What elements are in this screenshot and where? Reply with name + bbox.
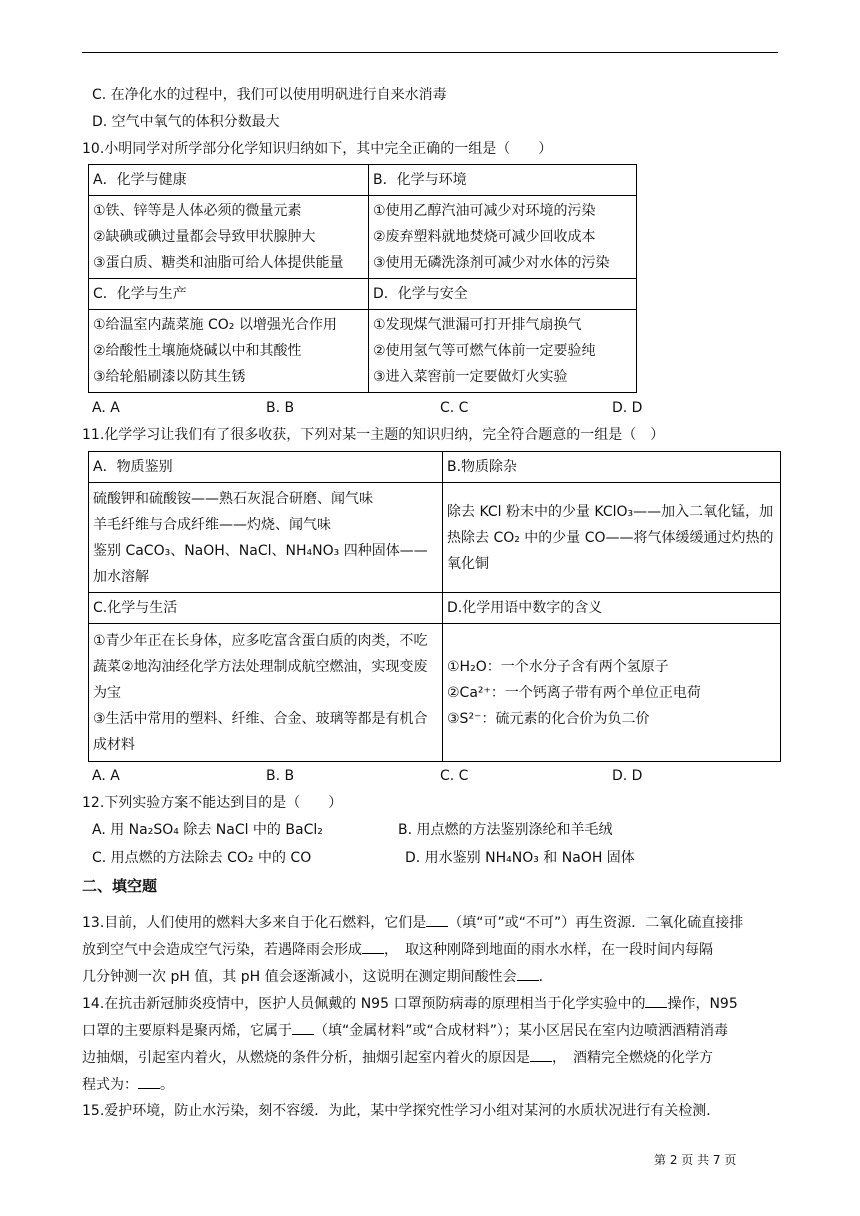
q11-a-line: 羊毛纤维与合成纤维——灼烧、闻气味 — [93, 516, 331, 533]
answer-blank[interactable] — [362, 939, 384, 954]
q10-b-line: ③使用无磷洗涤剂可减少对水体的污染 — [373, 255, 610, 271]
q11-c-body — [89, 624, 443, 762]
q11-c-line: ③生活中常用的塑料、纤维、合金、玻璃等都是有机合成材料 — [93, 710, 428, 753]
q14-line-1: 14.在抗击新冠肺炎疫情中，医护人员佩戴的 N95 口罩预防病毒的原理相当于化学实验中的 操作，N95 — [82, 993, 738, 1014]
q10-c-title: C．化学与生产 — [89, 279, 369, 310]
q10-a-title: A．化学与健康 — [89, 165, 369, 196]
q11-d-title: D.化学用语中数字的含义 — [443, 593, 781, 624]
q13-line-2: 放到空气中会造成空气污染，若遇降雨会形成 ， 取这种刚降到地面的雨水水样，在一段时间内每隔 — [82, 939, 713, 960]
answer-blank[interactable] — [517, 966, 539, 981]
q11-a-line: 硫酸钾和硫酸铵——熟石灰混合研磨、闻气味 — [93, 490, 373, 507]
answer-blank[interactable] — [138, 1074, 160, 1089]
q14-line-2: 口罩的主要原料是聚丙烯，它属于 （填“金属材料”或“合成材料”）；某小区居民在室内边喷洒酒精消毒 — [82, 1020, 728, 1041]
section-title: 二、填空题 — [82, 877, 158, 895]
q10-b-line: ①使用乙醇汽油可减少对环境的污染 — [373, 203, 596, 219]
q11-a-title: A．物质鉴别 — [89, 452, 443, 483]
q11-d-line: ②Ca²⁺：一个钙离子带有两个单位正电荷 — [447, 684, 701, 701]
q12-stem: 12.下列实验方案不能达到目的是（ ） — [82, 795, 343, 811]
q11-option-c[interactable]: C. C — [440, 768, 469, 784]
answer-blank[interactable] — [292, 1020, 314, 1035]
page-number: 第 2 页 共 7 页 — [654, 1153, 737, 1167]
q10-option-b[interactable]: B. B — [266, 400, 295, 416]
q10-a-line: ③蛋白质、糖类和油脂可给人体提供能量 — [93, 255, 344, 271]
q10-b-line: ②废弃塑料就地焚烧可减少回收成本 — [373, 229, 596, 245]
q10-option-c[interactable]: C. C — [440, 400, 469, 416]
q10-stem: 10.小明同学对所学部分化学知识归纳如下，其中完全正确的一组是（ ） — [82, 141, 553, 157]
q10-table — [88, 164, 637, 393]
q11-d-line: ③S²⁻：硫元素的化合价为负二价 — [447, 710, 650, 727]
q10-d-line: ②使用氢气等可燃气体前一定要验纯 — [373, 343, 596, 359]
q11-b-title: B.物质除杂 — [443, 452, 781, 483]
option-d-prev: D. 空气中氧气的体积分数最大 — [92, 114, 280, 130]
q11-stem: 11.化学学习让我们有了很多收获，下列对某一主题的知识归纳，完全符合题意的一组是（ ） — [82, 427, 665, 443]
q10-b-body — [369, 196, 637, 279]
answer-blank[interactable] — [426, 912, 448, 927]
q10-option-a[interactable]: A. A — [92, 400, 120, 416]
q11-d-body — [443, 624, 781, 762]
q11-a-line: 鉴别 CaCO₃、NaOH、NaCl、NH₄NO₃ 四种固体——加水溶解 — [93, 542, 428, 585]
q11-b-body — [443, 483, 781, 593]
q10-a-body — [89, 196, 369, 279]
q13-line-1: 13.目前，人们使用的燃料大多来自于化石燃料，它们是 （填“可”或“不可”）再生资源．二氧化硫直接排 — [82, 912, 743, 933]
q10-a-line: ①铁、锌等是人体必须的微量元素 — [93, 203, 302, 219]
q11-b-line: 除去 KCl 粉末中的少量 KClO₃——加入二氧化锰，加热除去 CO₂ 中的少量 CO——将气体缓缓通过灼热的氧化铜 — [447, 503, 774, 572]
option-c-prev: C. 在净化水的过程中，我们可以使用明矾进行自来水消毒 — [92, 87, 447, 103]
q14-line-3: 边抽烟，引起室内着火，从燃烧的条件分析，抽烟引起室内着火的原因是 ， 酒精完全燃烧的化学方 — [82, 1047, 713, 1068]
q11-option-d[interactable]: D. D — [612, 768, 643, 784]
q11-a-body — [89, 483, 443, 593]
answer-blank[interactable] — [530, 1047, 552, 1062]
q15-stem: 15.爱护环境，防止水污染，刻不容缓．为此，某中学探究性学习小组对某河的水质状况进行有关检测． — [82, 1103, 721, 1119]
q11-d-line: ①H₂O：一个水分子含有两个氢原子 — [447, 658, 669, 675]
q10-b-title: B．化学与环境 — [369, 165, 637, 196]
header-rule — [82, 52, 778, 53]
q12-option-b[interactable]: B. 用点燃的方法鉴别涤纶和羊毛绒 — [398, 822, 613, 838]
q10-c-line: ②给酸性土壤施烧碱以中和其酸性 — [93, 343, 302, 359]
q12-option-c[interactable]: C. 用点燃的方法除去 CO₂ 中的 CO — [92, 850, 312, 866]
q10-d-line: ③进入菜窖前一定要做灯火实验 — [373, 369, 568, 385]
q10-d-line: ①发现煤气泄漏可打开排气扇换气 — [373, 317, 582, 333]
q11-option-a[interactable]: A. A — [92, 768, 120, 784]
q10-option-d[interactable]: D. D — [612, 400, 643, 416]
answer-blank[interactable] — [645, 993, 667, 1008]
q10-c-line: ①给温室内蔬菜施 CO₂ 以增强光合作用 — [93, 317, 337, 333]
q11-option-b[interactable]: B. B — [266, 768, 295, 784]
q10-d-body — [369, 310, 637, 393]
q11-c-line: ①青少年正在长身体，应多吃富含蛋白质的肉类，不吃蔬菜②地沟油经化学方法处理制成航空燃油，实现变废为宝 — [93, 632, 428, 701]
q11-c-title: C.化学与生活 — [89, 593, 443, 624]
q12-option-a[interactable]: A. 用 Na₂SO₄ 除去 NaCl 中的 BaCl₂ — [92, 822, 323, 838]
q12-option-d[interactable]: D. 用水鉴别 NH₄NO₃ 和 NaOH 固体 — [405, 850, 635, 866]
q10-d-title: D．化学与安全 — [369, 279, 637, 310]
q14-line-4: 程式为： 。 — [82, 1074, 174, 1095]
q11-table — [88, 451, 781, 762]
q13-line-3: 几分钟测一次 pH 值，其 pH 值会逐渐减小，这说明在测定期间酸性会 ． — [82, 966, 553, 987]
q10-a-line: ②缺碘或碘过量都会导致甲状腺肿大 — [93, 229, 316, 245]
q10-c-line: ③给轮船刷漆以防其生锈 — [93, 369, 246, 385]
q10-c-body — [89, 310, 369, 393]
